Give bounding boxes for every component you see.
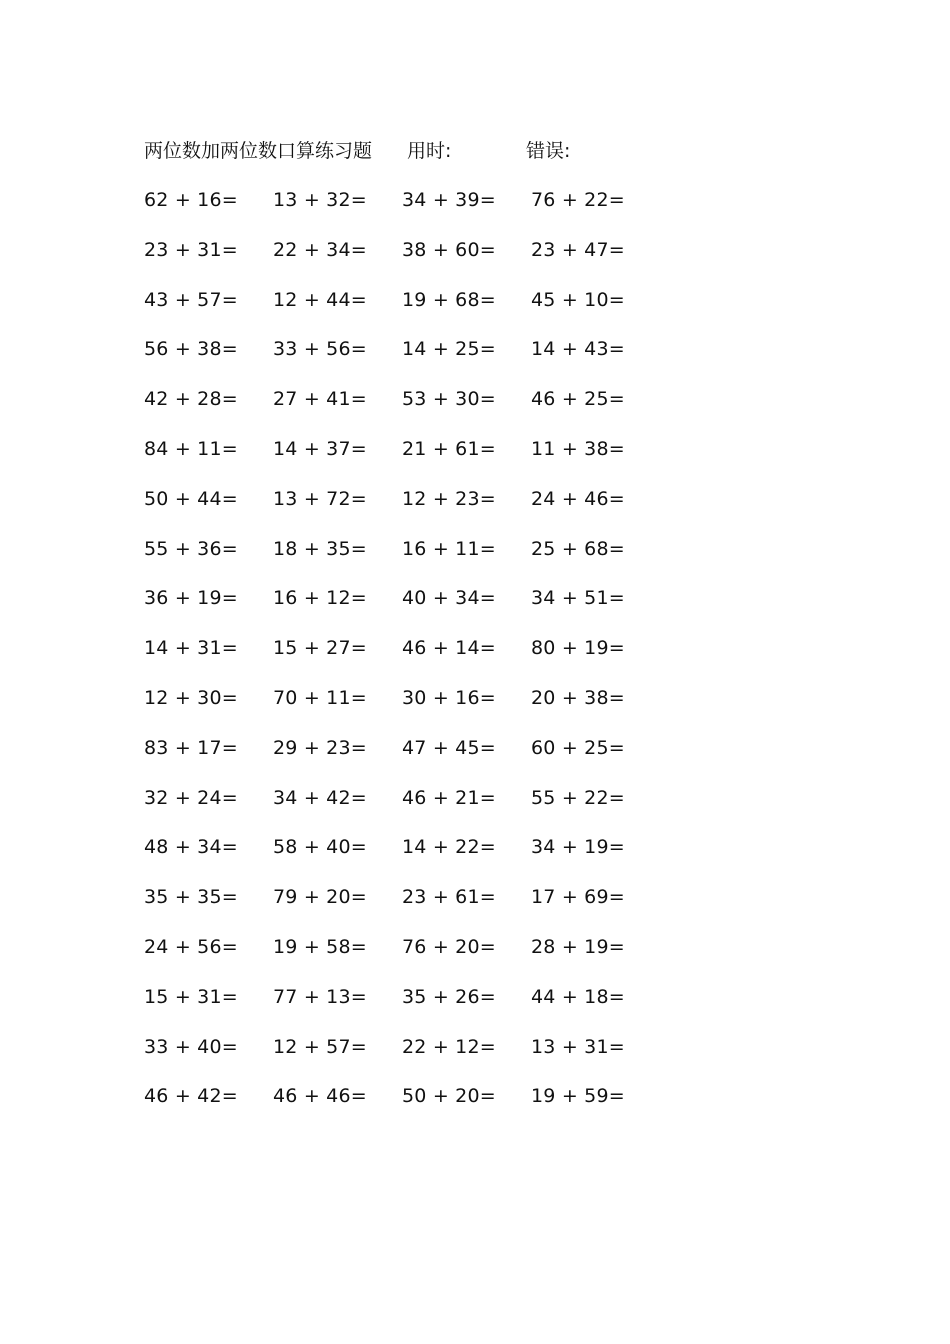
math-problem: 84 + 11= <box>144 437 238 460</box>
math-problem: 16 + 12= <box>273 587 367 610</box>
math-problem: 35 + 26= <box>402 985 496 1008</box>
math-problem: 40 + 34= <box>402 587 496 610</box>
problem-grid <box>144 186 660 1132</box>
math-problem: 83 + 17= <box>144 736 238 759</box>
math-problem: 23 + 47= <box>531 238 625 261</box>
worksheet-title: 两位数加两位数口算练习题 <box>144 140 373 162</box>
math-problem: 23 + 61= <box>402 886 496 909</box>
math-problem: 33 + 40= <box>144 1035 238 1058</box>
math-problem: 42 + 28= <box>144 388 238 411</box>
math-problem: 34 + 39= <box>402 189 496 211</box>
math-problem: 12 + 30= <box>144 686 238 709</box>
math-problem: 80 + 19= <box>531 637 625 660</box>
math-problem: 56 + 38= <box>144 338 238 361</box>
math-problem: 21 + 61= <box>402 437 496 460</box>
math-problem: 12 + 23= <box>402 487 496 510</box>
math-problem: 32 + 24= <box>144 786 238 809</box>
math-problem: 76 + 22= <box>531 189 625 211</box>
math-problem: 19 + 68= <box>402 288 496 311</box>
math-problem: 48 + 34= <box>144 836 238 859</box>
math-problem: 29 + 23= <box>273 736 367 759</box>
math-problem: 44 + 18= <box>531 985 625 1008</box>
math-problem: 27 + 41= <box>273 388 367 411</box>
math-problem: 55 + 36= <box>144 537 238 560</box>
math-problem: 36 + 19= <box>144 587 238 610</box>
math-problem: 46 + 42= <box>144 1085 238 1108</box>
math-problem: 23 + 31= <box>144 238 238 261</box>
math-problem: 45 + 10= <box>531 288 625 311</box>
math-problem: 62 + 16= <box>144 189 238 211</box>
math-problem: 24 + 56= <box>144 935 238 958</box>
math-problem: 46 + 14= <box>402 637 496 660</box>
math-problem: 12 + 57= <box>273 1035 367 1058</box>
math-problem: 16 + 11= <box>402 537 496 560</box>
math-problem: 79 + 20= <box>273 886 367 909</box>
math-problem: 14 + 43= <box>531 338 625 361</box>
math-problem: 11 + 38= <box>531 437 625 460</box>
math-problem: 14 + 25= <box>402 338 496 361</box>
math-problem: 14 + 37= <box>273 437 367 460</box>
math-problem: 19 + 59= <box>531 1085 625 1108</box>
math-problem: 14 + 31= <box>144 637 238 660</box>
math-problem: 15 + 31= <box>144 985 238 1008</box>
math-problem: 70 + 11= <box>273 686 367 709</box>
math-problem: 13 + 31= <box>531 1035 625 1058</box>
math-problem: 15 + 27= <box>273 637 367 660</box>
math-problem: 77 + 13= <box>273 985 367 1008</box>
worksheet-header <box>144 136 704 166</box>
math-problem: 58 + 40= <box>273 836 367 859</box>
math-problem: 60 + 25= <box>531 736 625 759</box>
math-problem: 55 + 22= <box>531 786 625 809</box>
math-problem: 22 + 34= <box>273 238 367 261</box>
math-problem: 47 + 45= <box>402 736 496 759</box>
errors-label: 错误: <box>526 140 571 162</box>
math-problem: 76 + 20= <box>402 935 496 958</box>
math-problem: 30 + 16= <box>402 686 496 709</box>
math-problem: 46 + 21= <box>402 786 496 809</box>
math-problem: 34 + 51= <box>531 587 625 610</box>
math-problem: 22 + 12= <box>402 1035 496 1058</box>
math-problem: 38 + 60= <box>402 238 496 261</box>
math-problem: 34 + 42= <box>273 786 367 809</box>
math-problem: 20 + 38= <box>531 686 625 709</box>
math-problem: 50 + 20= <box>402 1085 496 1108</box>
math-problem: 17 + 69= <box>531 886 625 909</box>
math-problem: 28 + 19= <box>531 935 625 958</box>
math-problem: 50 + 44= <box>144 487 238 510</box>
math-problem: 13 + 32= <box>273 189 367 211</box>
math-problem: 43 + 57= <box>144 288 238 311</box>
math-problem: 34 + 19= <box>531 836 625 859</box>
math-problem: 13 + 72= <box>273 487 367 510</box>
math-problem: 46 + 46= <box>273 1085 367 1108</box>
math-problem: 53 + 30= <box>402 388 496 411</box>
math-problem: 25 + 68= <box>531 537 625 560</box>
math-problem: 24 + 46= <box>531 487 625 510</box>
math-problem: 35 + 35= <box>144 886 238 909</box>
math-problem: 18 + 35= <box>273 537 367 560</box>
time-used-label: 用时: <box>407 140 452 162</box>
math-problem: 33 + 56= <box>273 338 367 361</box>
math-problem: 46 + 25= <box>531 388 625 411</box>
math-problem: 19 + 58= <box>273 935 367 958</box>
math-problem: 12 + 44= <box>273 288 367 311</box>
math-problem: 14 + 22= <box>402 836 496 859</box>
